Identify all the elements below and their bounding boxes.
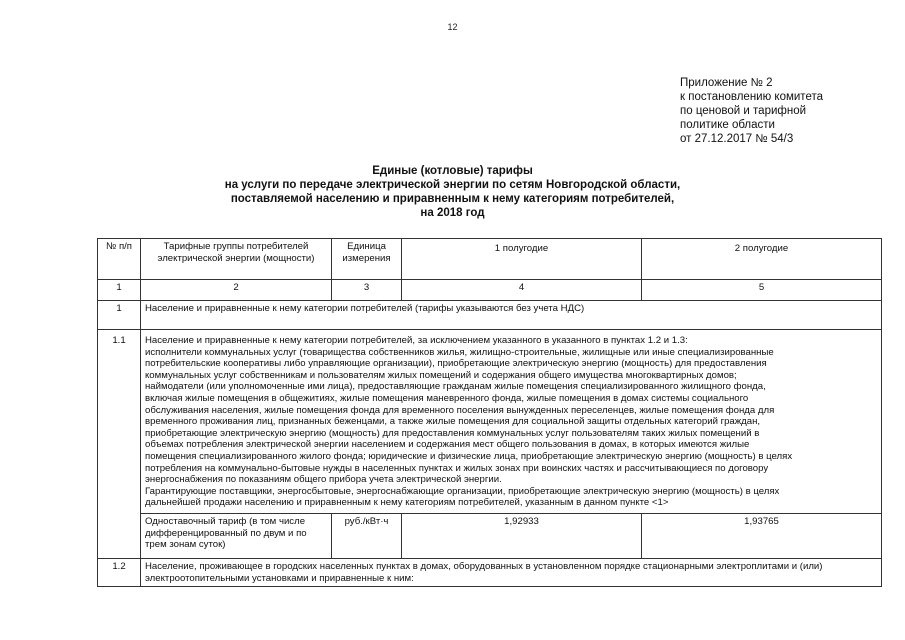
appendix-line: политике области xyxy=(680,119,775,131)
title-line: на услуги по передаче электрической энергии по сетям Новгородской области, xyxy=(224,179,681,191)
section-text: Население и приравненные к нему категории потребителей (тарифы указываются без учета НДС) xyxy=(141,301,882,330)
description-line: энергоснабжения по показаниям общего прибора учета электрической энергии. xyxy=(145,474,502,486)
header-group: Тарифные группы потребителей электрической энергии (мощности) xyxy=(141,239,332,280)
tariff-unit: руб./кВт·ч xyxy=(332,513,402,558)
header-unit: Единица измерения xyxy=(332,239,402,280)
title-line: поставляемой населению и приравненным к нему категориям потребителей, xyxy=(230,193,675,205)
description-line: помещения специализированного жилого фонда; юридические и физические лица, приобретающие электрическую энергию (мощность) в целях xyxy=(145,450,793,462)
document-title xyxy=(0,164,905,220)
description-line: объемах потребления электрической энергии населением и содержания мест общего пользования в домах, в которых имеются жилые xyxy=(145,439,750,451)
page-number: 12 xyxy=(447,22,458,32)
column-number: 2 xyxy=(141,280,332,301)
appendix-line: от 27.12.2017 № 54/3 xyxy=(680,133,794,145)
description-line: обслуживания населения, жилые помещения фонда для временного поселения вынужденных переселенцев, жилые помещения фонда для xyxy=(145,404,775,416)
appendix-line: к постановлению комитета xyxy=(680,91,823,103)
description-line: потребительские кооперативы либо управляющие организации), приобретающие электрическую энергию (мощность) для предоставления xyxy=(145,358,767,370)
table-header-row xyxy=(98,239,882,280)
appendix-line: Приложение № 2 xyxy=(680,77,773,89)
header-num: № п/п xyxy=(98,239,141,280)
tariff-row xyxy=(98,513,882,558)
description-line: дальнейшей продажи населению и приравненным к нему категориям потребителей, указанным в данном пункте <1> xyxy=(145,497,669,509)
tariff-second-half-value: 1,93765 xyxy=(642,513,882,558)
title-line: на 2018 год xyxy=(420,207,485,219)
description-line: Население и приравненные к нему категории потребителей, за исключением указанного в указанного в пунктах 1.2 и 1.3: xyxy=(145,335,688,346)
row-num: 1.1 xyxy=(98,330,141,559)
description-line: включая жилые помещения в общежитиях, жилые помещения маневренного фонда, жилые помещения в домах системы социального xyxy=(145,392,749,404)
row-description xyxy=(141,330,882,514)
table-row xyxy=(98,330,882,514)
column-number: 4 xyxy=(402,280,642,301)
column-number: 3 xyxy=(332,280,402,301)
row-description: Население, проживающее в городских населенных пунктах в домах, оборудованных в установленном порядке стационарными электроплитами и (или) электроотопительными установками и приравненные к ним: xyxy=(141,558,882,586)
header-second-half: 2 полугодие xyxy=(642,239,882,280)
description-line: приобретающие электрическую энергию (мощность) для предоставления коммунальных услуг пользователям таких жилых помещений в xyxy=(145,427,760,439)
table-row xyxy=(98,558,882,586)
description-line: Гарантирующие поставщики, энергосбытовые, энергоснабжающие организации, приобретающие электрическую энергию (мощность) в целях xyxy=(145,485,780,497)
title-line: Единые (котловые) тарифы xyxy=(372,165,533,177)
column-number: 1 xyxy=(98,280,141,301)
column-number: 5 xyxy=(642,280,882,301)
tariff-table xyxy=(97,238,882,587)
appendix-line: по ценовой и тарифной xyxy=(680,105,807,117)
tariff-name: Одноставочный тариф (в том числе дифференцированный по двум и по трем зонам суток) xyxy=(141,513,332,558)
section-num: 1 xyxy=(98,301,141,330)
section-row xyxy=(98,301,882,330)
tariff-first-half-value: 1,92933 xyxy=(402,513,642,558)
description-line: временного проживания лиц, признанных беженцами, а также жилые помещения для социальной защиты отдельных категорий граждан, xyxy=(145,416,761,428)
header-first-half: 1 полугодие xyxy=(402,239,642,280)
appendix-block xyxy=(680,76,880,146)
description-line: наймодатели (или уполномоченные ими лица), предоставляющие гражданам жилые помещения специализированного жилищного фонда, xyxy=(145,381,766,393)
description-line: потребления на коммунально-бытовые нужды в населенных пунктах и жилых зонах при воинских частях и рассчитывающиеся по договору xyxy=(145,462,769,474)
column-number-row xyxy=(98,280,882,301)
row-num: 1.2 xyxy=(98,558,141,586)
description-line: коммунальных услуг собственникам и пользователям жилых помещений и содержания общего имущества многоквартирных домов; xyxy=(145,369,737,381)
description-line: исполнители коммунальных услуг (товарищества собственников жилья, жилищно-строительные, жилищные или иные специализированные xyxy=(145,346,774,358)
